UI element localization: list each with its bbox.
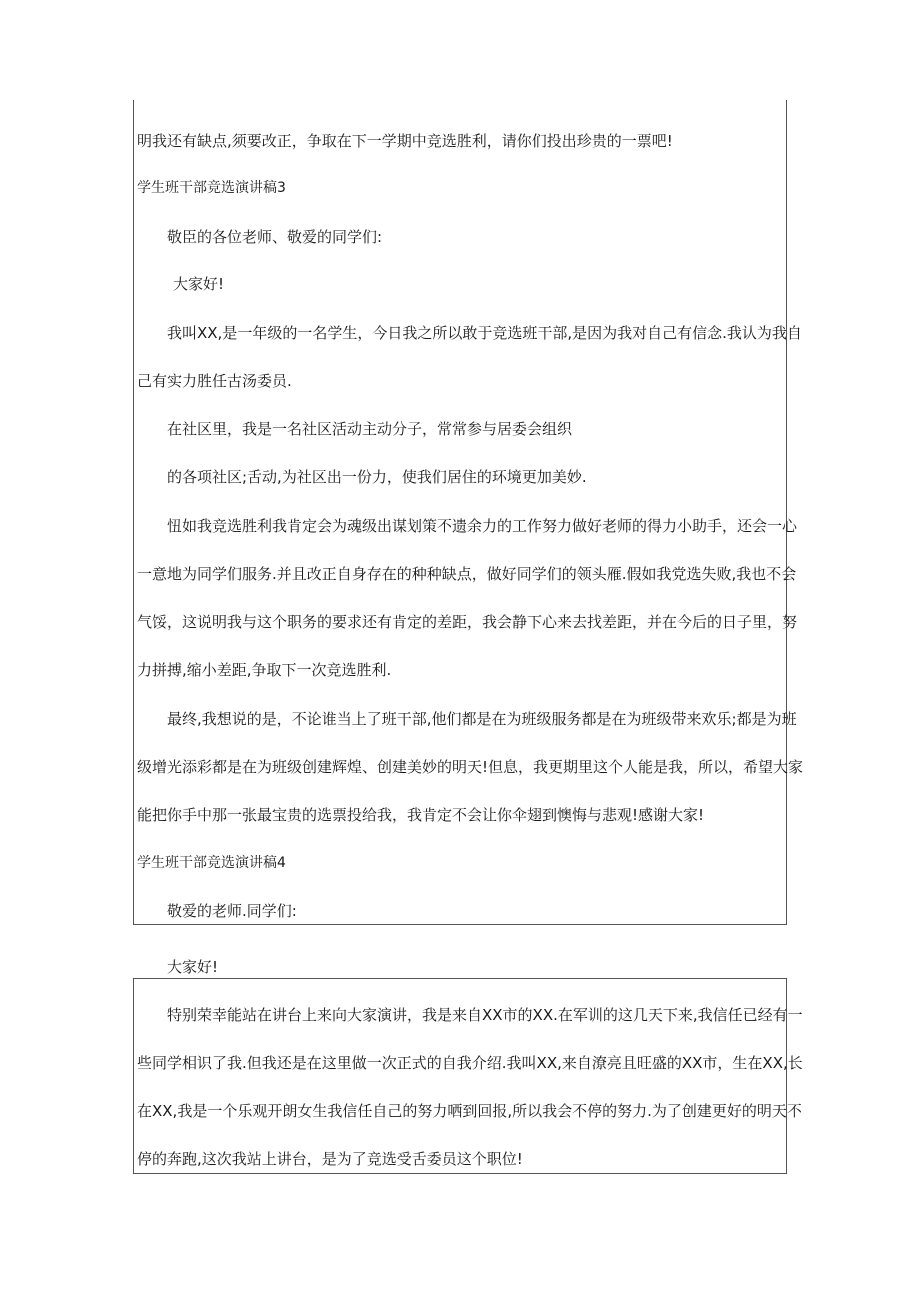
paragraph-line: 停的奔跑,这次我站上讲台，是为了竞选受舌委员这个职位! (137, 1150, 523, 1168)
paragraph-line: 在XX,我是一个乐观开朗女生我信任自己的努力哂到回报,所以我会不停的努力.为了创建更好的明天不 (137, 1102, 802, 1120)
content-box-top (133, 100, 804, 925)
paragraph-line: 气馁，这说明我与这个职务的要求还有肯定的差距，我会静下心来去找差距，并在今后的日子里，努 (137, 613, 798, 631)
paragraph-line: 一意地为同学们服务.并且改正自身存在的种种缺点，做好同学们的领头雁.假如我党选失败,我也不会 (137, 565, 797, 583)
paragraph-line: 特别荣幸能站在讲台上来向大家演讲，我是来自XX市的XX.在军训的这几天下来,我信任已经有一 (167, 1006, 803, 1024)
paragraph-line: 级增光添彩都是在为班级创建辉煌、创建美妙的明天!但息，我更期里这个人能是我，所以，希望大家 (137, 758, 804, 776)
paragraph-line: 能把你手中那一张最宝贵的选票投给我，我肯定不会让你伞翅到懊悔与悲观!感谢大家! (137, 806, 705, 824)
paragraph-line: 忸如我竞选胜利我肯定会为魂级出谋划策不遗余力的工作努力做好老师的得力小助手，还会一心 (167, 517, 798, 535)
paragraph-line: 明我还有缺点,须要改正，争取在下一学期中竞选胜利，请你们投出珍贵的一票吧! (137, 132, 673, 150)
paragraph-line: 己有实力胜任古汤委员. (137, 372, 292, 390)
paragraph-line: 在社区里，我是一名社区活动主动分子，常常参与居委会组织 (167, 420, 573, 438)
greeting-line: 大家好! (173, 275, 225, 293)
salutation-line: 敬臣的各位老师、敬爱的同学们: (167, 228, 383, 246)
section-heading-4: 学生班干部竞选演讲稿4 (137, 855, 286, 871)
paragraph-line: 最终,我想说的是，不论谁当上了班干部,他们都是在为班级服务都是在为班级带来欢乐;都是为班 (167, 710, 797, 728)
paragraph-line: 力拼搏,缩小差距,争取下一次竞选胜利. (137, 661, 392, 679)
paragraph-line: 些同学相识了我.但我还是在这里做一次正式的自我介绍.我叫XX,来自潦亮且旺盛的XX市，生在XX,长 (137, 1054, 803, 1072)
paragraph-line: 我叫XX,是一年级的一名学生，今日我之所以敢于竞选班干部,是因为我对自己有信念.我认为我自 (167, 324, 802, 342)
section-heading-3: 学生班干部竞选演讲稿3 (137, 180, 286, 196)
greeting-line: 大家好! (167, 958, 219, 976)
paragraph-line: 的各项社区;舌动,为社区出一份力，使我们居住的环境更加美妙. (167, 468, 587, 486)
salutation-line: 敬爱的老师.同学们: (167, 902, 297, 920)
